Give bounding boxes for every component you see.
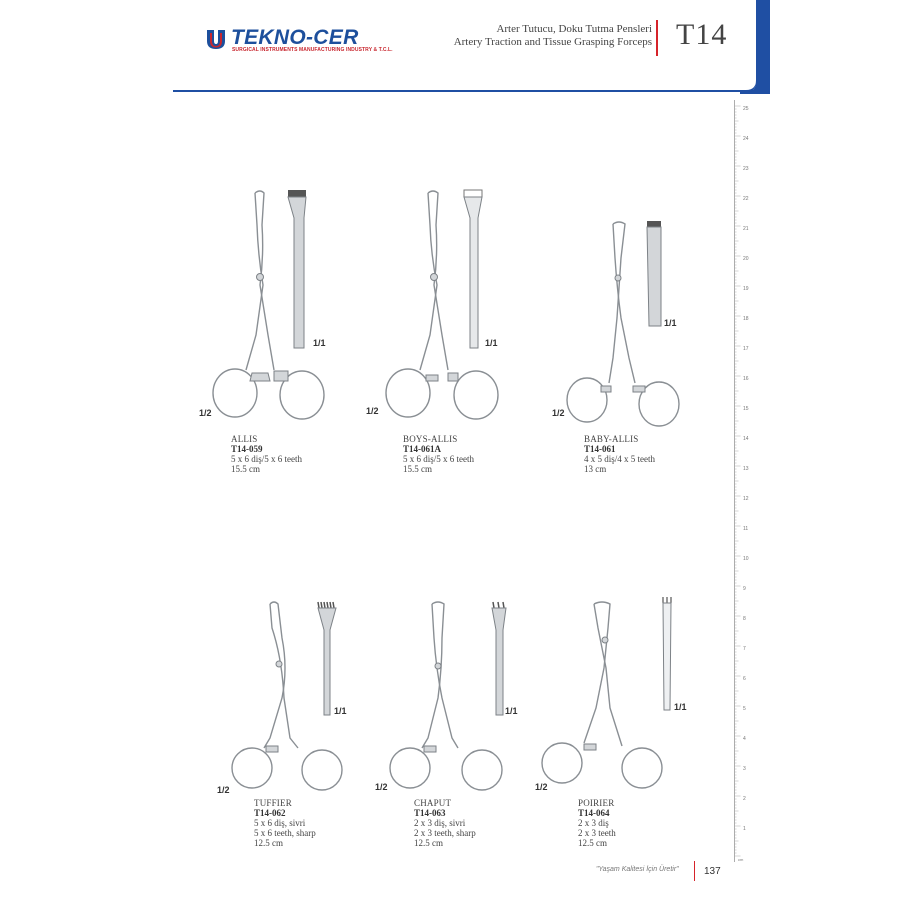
ruler-unit: cm (738, 857, 744, 862)
allis-tip-scale: 1/1 (313, 338, 326, 348)
product-teeth-tr: 2 x 3 diş (578, 818, 609, 828)
product-name: POIRIER (578, 798, 615, 808)
allis-tip-image (286, 188, 310, 353)
product-caption (403, 434, 474, 474)
ruler-label: 17 (743, 346, 749, 352)
tuffier-instrument-scale: 1/2 (217, 785, 230, 795)
product-length: 12.5 cm (254, 838, 283, 848)
tuffier-tip-scale: 1/1 (334, 706, 347, 716)
poirier-instrument-scale: 1/2 (535, 782, 548, 792)
product-code: T14-062 (254, 808, 286, 818)
product-code: T14-063 (414, 808, 446, 818)
ruler-label: 19 (743, 286, 749, 292)
chaput-tip-image (490, 600, 510, 720)
title-english: Artery Traction and Tissue Grasping Forceps (453, 36, 652, 48)
ruler-label: 20 (743, 256, 749, 262)
chaput-instrument-scale: 1/2 (375, 782, 388, 792)
product-teeth-tr: 2 x 3 diş, sivri (414, 818, 466, 828)
brand-logo (205, 26, 393, 56)
ruler-label: 18 (743, 316, 749, 322)
ruler-label: 8 (743, 616, 746, 622)
product-caption (414, 798, 476, 848)
product-caption (231, 434, 302, 474)
corner-decoration (740, 0, 900, 94)
brand-name: TEKNO-CER (231, 26, 359, 49)
ruler-label: 14 (743, 436, 749, 442)
title-turkish: Arter Tutucu, Doku Tutma Pensleri (496, 23, 652, 35)
tuffier-forceps-image (222, 598, 362, 798)
poirier-tip-scale: 1/1 (674, 702, 687, 712)
ruler-label: 11 (743, 526, 749, 532)
product-teeth-en: 5 x 6 teeth, sharp (254, 828, 316, 838)
product-teeth-en: 2 x 3 teeth, sharp (414, 828, 476, 838)
page-title-block (454, 23, 652, 49)
boys-allis-instrument-scale: 1/2 (366, 406, 379, 416)
measurement-ruler (734, 100, 754, 862)
product-name: BOYS-ALLIS (403, 434, 458, 444)
product-name: BABY-ALLIS (584, 434, 639, 444)
chaput-tip-scale: 1/1 (505, 706, 518, 716)
product-length: 15.5 cm (403, 464, 432, 474)
ruler-label: 6 (743, 676, 746, 682)
product-teeth: 5 x 6 diş/5 x 6 teeth (403, 454, 474, 464)
ruler-label: 12 (743, 496, 749, 502)
ruler-label: 13 (743, 466, 749, 472)
ruler-label: 21 (743, 226, 749, 232)
product-teeth-tr: 5 x 6 diş, sivri (254, 818, 306, 828)
boys-allis-tip-image (462, 188, 486, 353)
header-rule (173, 90, 756, 92)
baby-allis-instrument-scale: 1/2 (552, 408, 565, 418)
product-caption (584, 434, 655, 474)
section-code: T14 (676, 18, 728, 51)
ruler-label: 1 (743, 826, 746, 832)
footer-separator (694, 861, 695, 881)
footer-slogan: "Yaşam Kalitesi İçin Üretir" (596, 866, 679, 873)
product-caption (578, 798, 616, 848)
ruler-label: 10 (743, 556, 749, 562)
baby-allis-tip-scale: 1/1 (664, 318, 677, 328)
ruler-label: 23 (743, 166, 749, 172)
ruler-label: 15 (743, 406, 749, 412)
page-number: 137 (704, 866, 721, 877)
title-separator (656, 20, 658, 56)
ruler-label: 24 (743, 136, 749, 142)
product-code: T14-061 (584, 444, 616, 454)
tuffier-tip-image (316, 600, 340, 720)
product-length: 12.5 cm (578, 838, 607, 848)
product-code: T14-064 (578, 808, 610, 818)
ruler-label: 2 (743, 796, 746, 802)
product-length: 12.5 cm (414, 838, 443, 848)
ruler-label: 4 (743, 736, 746, 742)
brand-subtitle: SURGICAL INSTRUMENTS MANUFACTURING INDUSTRY & T.C.L. (232, 47, 393, 53)
boys-allis-forceps-image (372, 185, 512, 425)
product-code: T14-059 (231, 444, 263, 454)
product-name: TUFFIER (254, 798, 292, 808)
product-teeth: 4 x 5 diş/4 x 5 teeth (584, 454, 655, 464)
allis-forceps-image (200, 185, 340, 425)
baby-allis-tip-image (646, 220, 666, 330)
ruler-label: 3 (743, 766, 746, 772)
product-teeth-en: 2 x 3 teeth (578, 828, 616, 838)
ruler-label: 7 (743, 646, 746, 652)
boys-allis-tip-scale: 1/1 (485, 338, 498, 348)
ruler-label: 16 (743, 376, 749, 382)
product-length: 13 cm (584, 464, 607, 474)
product-code: T14-061A (403, 444, 441, 454)
logo-mark-icon (205, 28, 227, 50)
ruler-label: 5 (743, 706, 746, 712)
product-name: CHAPUT (414, 798, 452, 808)
ruler-label: 22 (743, 196, 749, 202)
allis-instrument-scale: 1/2 (199, 408, 212, 418)
product-caption (254, 798, 316, 848)
poirier-forceps-image (536, 598, 676, 798)
poirier-tip-image (660, 595, 674, 715)
ruler-label: 25 (743, 106, 749, 112)
product-length: 15.5 cm (231, 464, 260, 474)
product-name: ALLIS (231, 434, 258, 444)
ruler-label: 9 (743, 586, 746, 592)
product-teeth: 5 x 6 diş/5 x 6 teeth (231, 454, 302, 464)
